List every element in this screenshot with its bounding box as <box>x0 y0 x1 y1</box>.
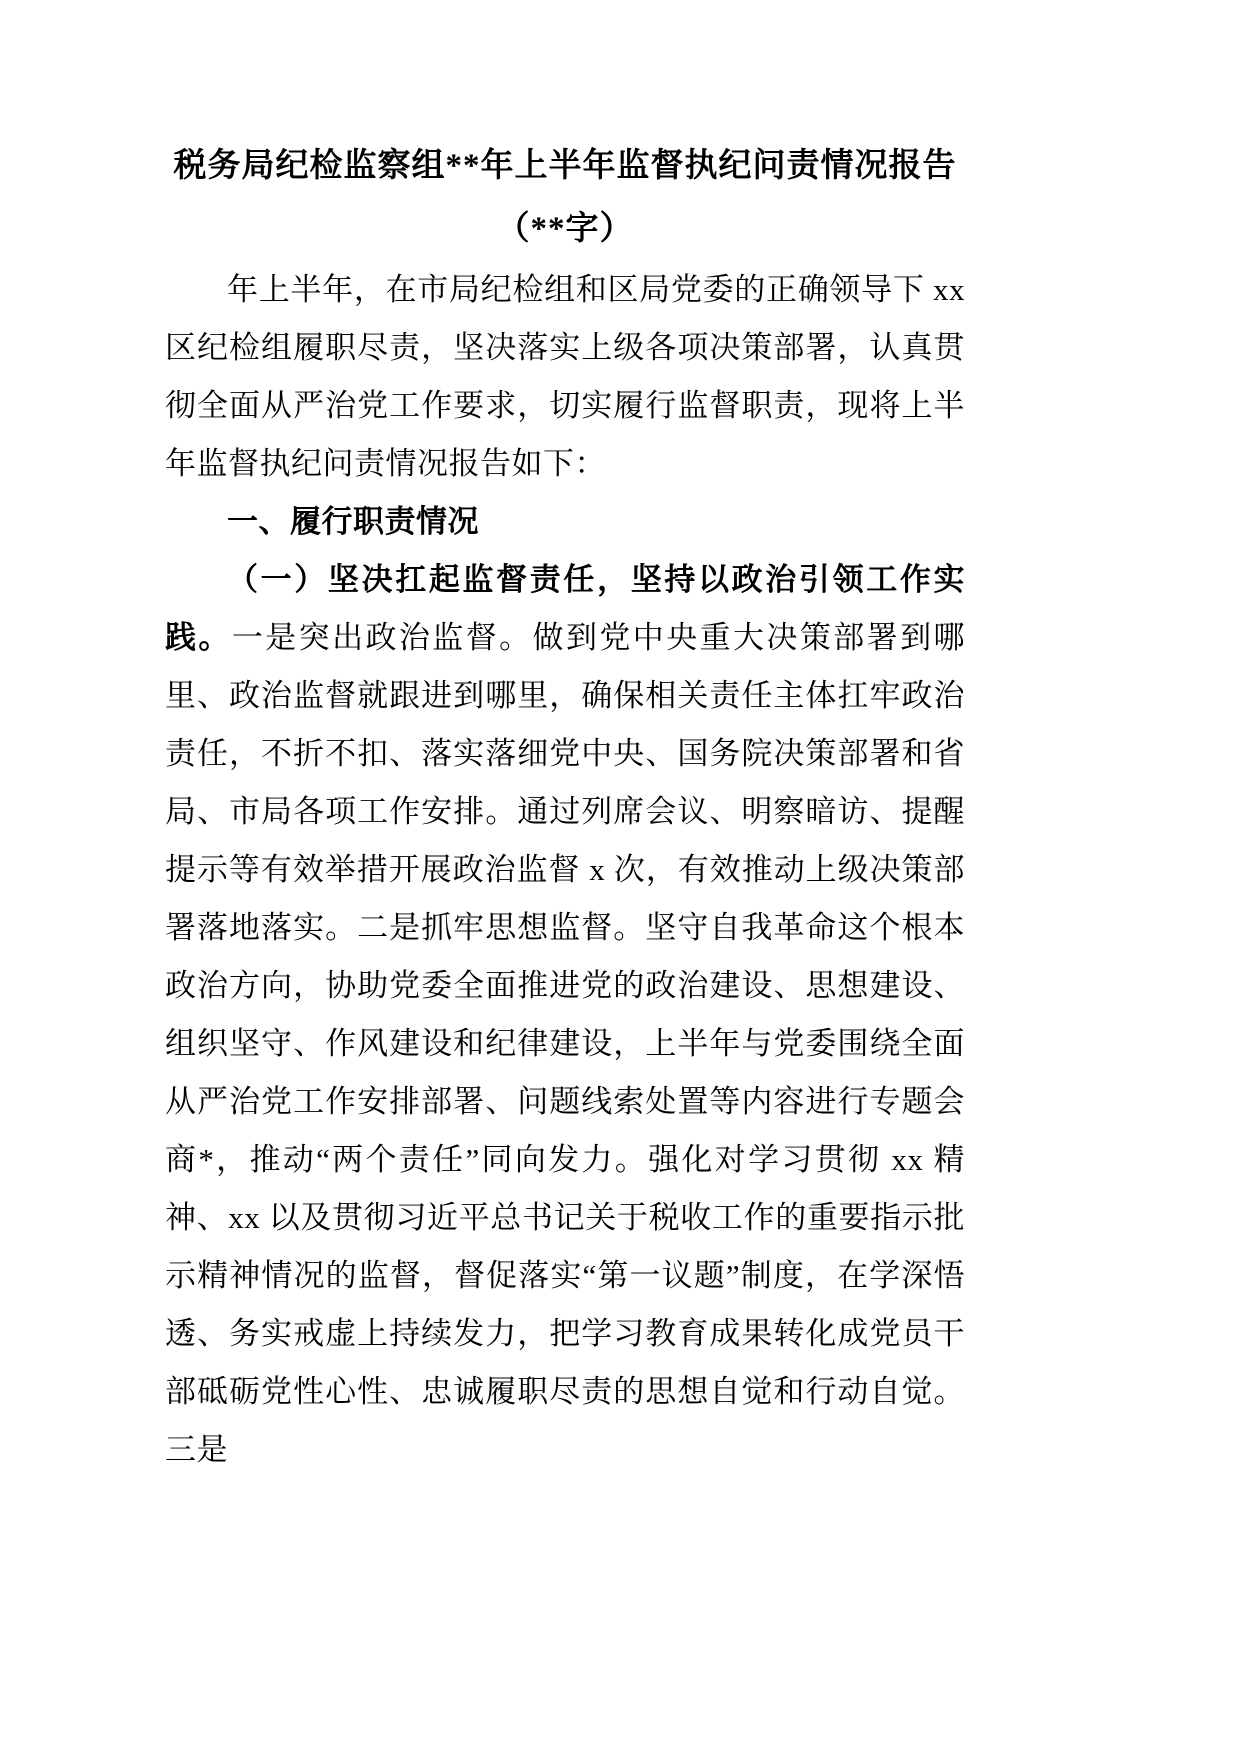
document-title: 税务局纪检监察组**年上半年监督执纪问责情况报告（**字） <box>173 148 957 247</box>
subsection-paragraph-1 <box>165 551 965 1479</box>
section-heading-1: 一、履行职责情况 <box>227 504 479 539</box>
subsection-1-lead: （一）坚决扛起监督责任，坚持以政治引领工作实践。 <box>165 562 965 655</box>
subsection-1-body: 一是突出政治监督。做到党中央重大决策部署到哪里、政治监督就跟进到哪里，确保相关责任主体扛牢政治责任，不折不扣、落实落细党中央、国务院决策部署和省局、市局各项工作安排。通过列席会议、明察暗访、提醒提示等有效举措开展政治监督 x 次，有效推动上级决策部署落地落实。二是抓牢思想监督。坚守自我革命这个根本政治方向，协助党委全面推进党的政治建设、思想建设、组织坚守、作风建设和纪律建设，上半年与党委围绕全面从严治党工作安排部署、问题线索处置等内容进行专题会商*，推动“两个责任”同向发力。强化对学习贯彻 xx 精神、xx 以及贯彻习近平总书记关于税收工作的重要指示批示精神情况的监督，督促落实“第一议题”制度，在学深悟透、务实戒虚上持续发力，把学习教育成果转化成党员干部砥砺党性心性、忠诚履职尽责的思想自觉和行动自觉。三是 <box>165 620 965 1467</box>
intro-paragraph: 年上半年，在市局纪检组和区局党委的正确领导下 xx 区纪检组履职尽责，坚决落实上级各项决策部署，认真贯彻全面从严治党工作要求，切实履行监督职责，现将上半年监督执纪问责情况报告如下： <box>165 272 965 481</box>
